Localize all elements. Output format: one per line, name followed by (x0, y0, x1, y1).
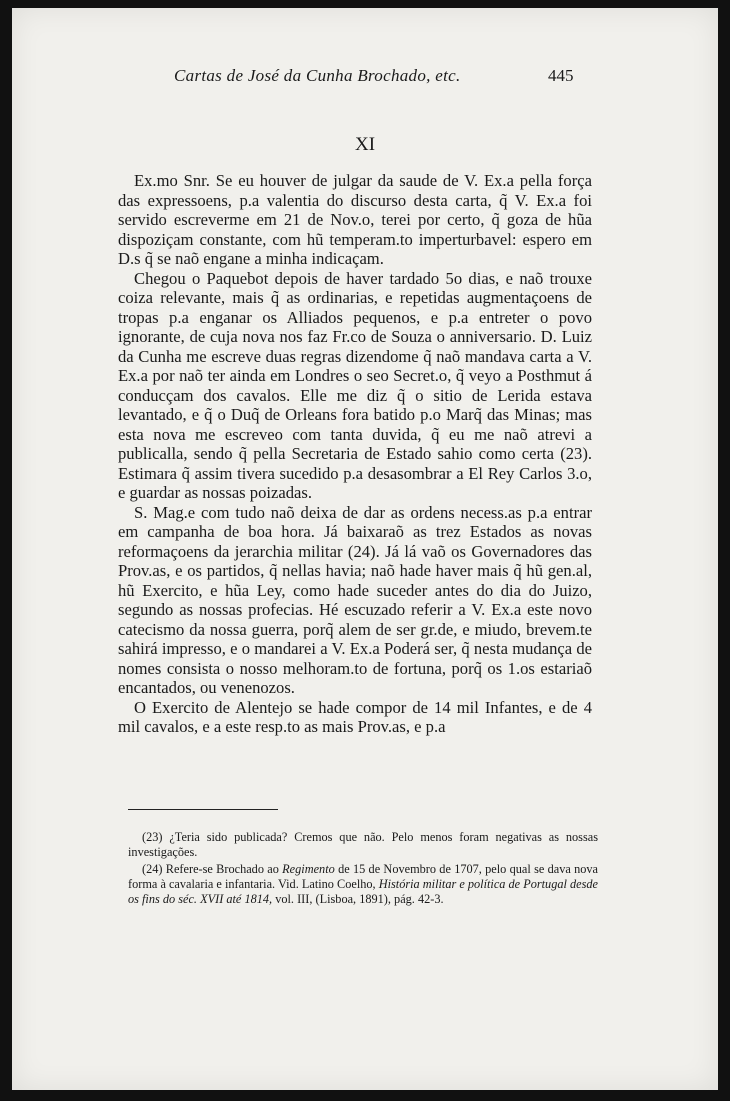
letter-body (118, 171, 592, 737)
paragraph-2: Chegou o Paquebot depois de haver tardado 5o dias, e naõ trouxe coiza relevante, mais q̃ as ordinarias, e repetidas augmentaçoens de tropas p.a enganar os Alliados pequenos, e p.a entreter o povo ignorante, de cuja nova nos faz Fr.co de Souza o anniversario. D. Luiz da Cunha me escreve duas regras dizendome q̃ naõ mandava carta a V. Ex.a por naõ ter ainda em Londres o seo Secret.o, q̃ veyo a Posthmut á conducçam dos cavalos. Elle me diz q̃ o sitio de Lerida estava levantado, e q̃ o Duq̃ de Orleans fora batido p.o Marq̃ das Minas; mas esta nova me escreveo com tanta duvida, q̃ eu me naõ atrevi a publicalla, sendo q̃ pella Secretaria de Estado sahio como certa (23). Estimara q̃ assim tivera sucedido p.a desasombrar a El Rey Carlos 3.o, e guardar as nossas poizadas. (118, 268, 592, 502)
paragraph-3: S. Mag.e com tudo naõ deixa de dar as ordens necess.as p.a entrar em campanha de boa hora. Já baixaraõ as trez Estados as novas reformaçoens da jerarchia militar (24). Já lá vaõ os Governadores das Prov.as, e os partidos, q̃ nellas havia; naõ hade haver mais q̃ hũ gen.al, hũ Exercito, e hũa Ley, como hade suceder antes do dia do Juizo, segundo as nossas profecias. Hé escuzado referir a V. Ex.a este novo catecismo da nossa guerra, porq̃ alem de ser gr.de, e miudo, brevem.te sahirá impresso, e o mandarei a V. Ex.a Poderá ser, q̃ nesta mudança de nomes consista o nosso melhoram.to de fortuna, porq̃ os 1.os estariaõ encantados, ou venenozos. (118, 502, 592, 697)
footnote-24-work: História militar e política de Portugal desde os fins do séc. XVII até 1814, (128, 877, 598, 906)
footnote-24-text1: de 15 de Novembro de 1707, pelo qual se dava nova forma à cavalaria e infantaria. Vid. Latino Coelho, (128, 862, 599, 891)
footnote-divider (128, 809, 278, 810)
paragraph-1: Ex.mo Snr. Se eu houver de julgar da saude de V. Ex.a pella força das expressoens, p.a valentia do discurso desta carta, q̃ V. Ex.a foi servido escreverme em 21 de Nov.o, terei por certo, q̃ goza de hũa dispoziçam constante, com hũ temperam.to imperturbavel: espero em D.s q̃ se naõ engane a minha indicaçam. (118, 171, 592, 268)
footnote-23: (23) ¿Teria sido publicada? Cremos que não. Pelo menos foram negativas as nossas investigações. (128, 830, 598, 859)
paragraph-4: O Exercito de Alentejo se hade compor de 14 mil Infantes, e de 4 mil cavalos, e a este resp.to as mais Prov.as, e p.a (118, 697, 592, 736)
footnote-24-intro: (24) Refere-se Brochado ao (142, 862, 279, 876)
book-page (12, 8, 718, 1090)
running-head (12, 66, 718, 90)
running-title: Cartas de José da Cunha Brochado, etc. (174, 66, 461, 85)
footnote-24-title: Regimento (282, 862, 335, 876)
footnote-24 (128, 862, 598, 907)
chapter-numeral: XI (354, 134, 376, 155)
footnotes (128, 830, 598, 909)
page-number: 445 (548, 66, 574, 85)
footnote-24-text2: vol. III, (Lisboa, 1891), pág. 42-3. (275, 892, 444, 906)
